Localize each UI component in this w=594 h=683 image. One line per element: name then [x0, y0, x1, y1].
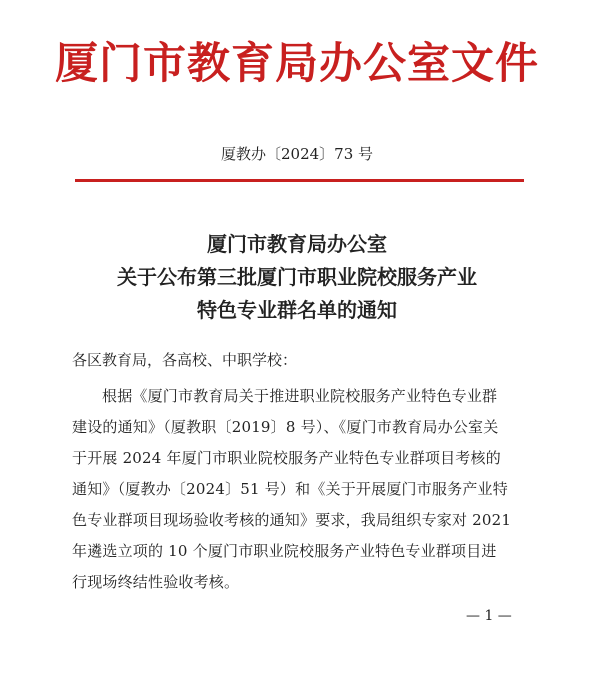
document-header: 厦门市教育局办公室文件 — [55, 39, 539, 89]
page-number: — 1 — — [466, 608, 512, 624]
title-line: 特色专业群名单的通知 — [197, 298, 397, 322]
body-line: 色专业群项目现场验收考核的通知》要求，我局组织专家对 2021 — [72, 511, 512, 529]
body-line: 于开展 2024 年厦门市职业院校服务产业特色专业群项目考核的 — [72, 449, 501, 467]
body-paragraph — [72, 381, 532, 598]
body-line: 根据《厦门市教育局关于推进职业院校服务产业特色专业群 — [102, 387, 498, 405]
document-number: 厦教办〔2024〕73 号 — [220, 145, 374, 163]
document-title — [0, 228, 594, 327]
body-line: 建设的通知》（厦教职〔2019〕8 号）、《厦门市教育局办公室关 — [72, 418, 499, 436]
body-line: 通知》（厦教办〔2024〕51 号）和《关于开展厦门市服务产业特 — [72, 480, 508, 498]
title-line: 厦门市教育局办公室 — [207, 232, 387, 256]
body-line: 行现场终结性验收考核。 — [72, 573, 240, 591]
title-line: 关于公布第三批厦门市职业院校服务产业 — [117, 265, 477, 289]
red-divider — [75, 179, 524, 182]
salutation: 各区教育局，各高校、中职学校： — [72, 351, 298, 369]
body-line: 年遴选立项的 10 个厦门市职业院校服务产业特色专业群项目进 — [72, 542, 497, 560]
